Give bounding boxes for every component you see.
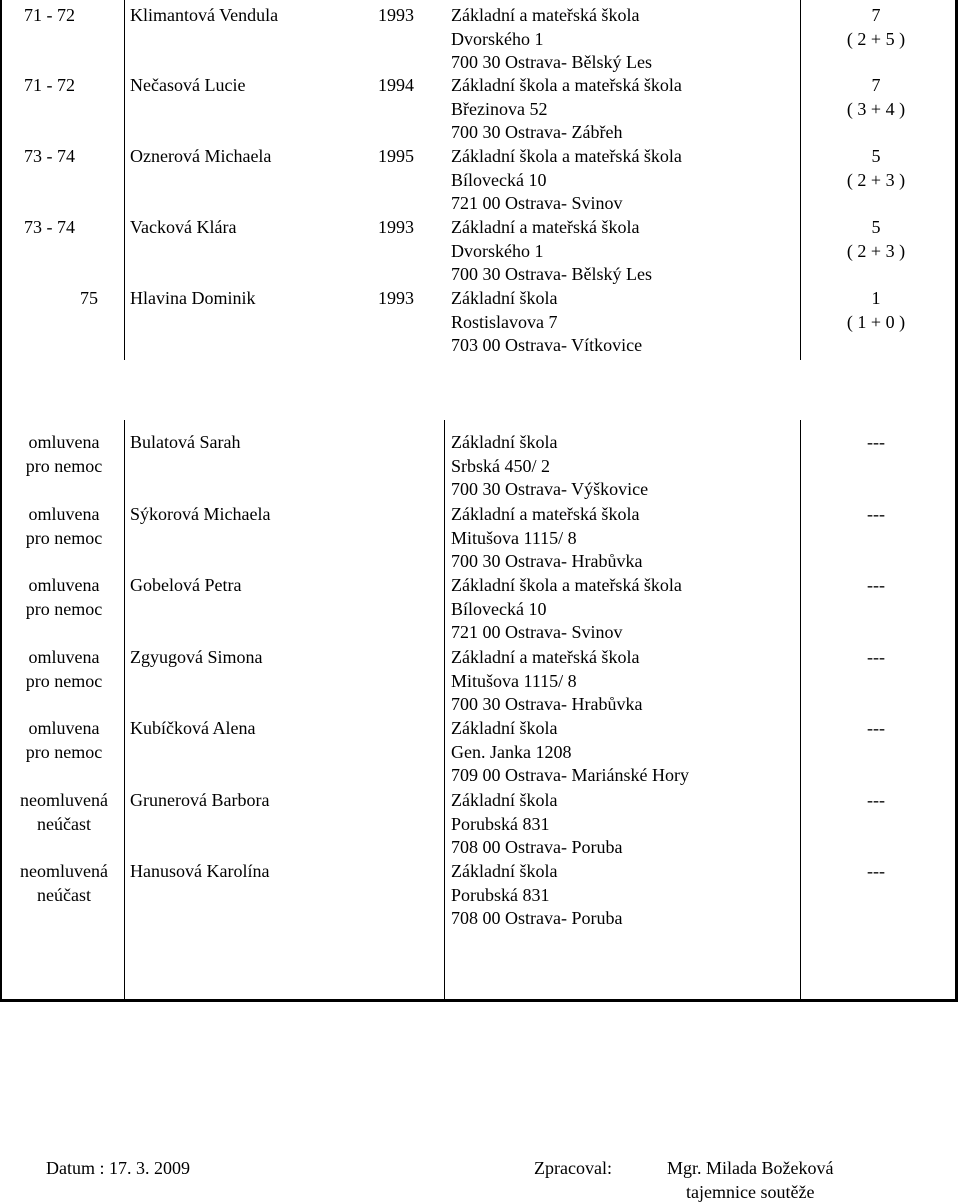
school-address bbox=[451, 574, 682, 645]
school-line: Základní škola bbox=[451, 718, 558, 738]
score-detail: ( 2 + 3 ) bbox=[846, 240, 906, 261]
school-line: 700 30 Ostrava- Výškovice bbox=[451, 479, 649, 499]
participant-name: Vacková Klára bbox=[130, 217, 237, 237]
absence-status bbox=[4, 646, 124, 693]
school-line: Základní škola bbox=[451, 790, 558, 810]
school-line: 700 30 Ostrava- Bělský Les bbox=[451, 264, 652, 284]
school-address bbox=[451, 646, 642, 717]
score bbox=[800, 74, 952, 121]
score bbox=[800, 4, 952, 51]
school-line: Porubská 831 bbox=[451, 884, 550, 905]
school-line: 703 00 Ostrava- Vítkovice bbox=[451, 335, 643, 355]
school-address bbox=[451, 216, 652, 287]
school-line: Základní a mateřská škola bbox=[451, 504, 640, 524]
rank: 71 - 72 bbox=[24, 75, 75, 95]
birth-year: 1993 bbox=[378, 5, 414, 25]
score: --- bbox=[867, 790, 885, 810]
participant-name: Grunerová Barbora bbox=[130, 790, 270, 810]
score-detail: ( 2 + 3 ) bbox=[846, 169, 906, 190]
school-line: 700 30 Ostrava- Hrabůvka bbox=[451, 551, 643, 571]
school-line: Porubská 831 bbox=[451, 813, 550, 834]
school-line: 700 30 Ostrava- Hrabůvka bbox=[451, 694, 643, 714]
school-line: Srbská 450/ 2 bbox=[451, 455, 550, 476]
status-line: neúčast bbox=[37, 813, 91, 834]
school-line: Mitušova 1115/ 8 bbox=[451, 527, 577, 548]
school-address bbox=[451, 789, 622, 860]
school-line: 700 30 Ostrava- Zábřeh bbox=[451, 122, 623, 142]
rank: 71 - 72 bbox=[24, 5, 75, 25]
column-divider-4 bbox=[444, 420, 445, 1000]
footer-signature bbox=[667, 1156, 833, 1204]
status-line: neomluvená bbox=[20, 861, 108, 881]
status-line: omluvena bbox=[28, 718, 100, 738]
score: --- bbox=[867, 718, 885, 738]
school-line: Základní a mateřská škola bbox=[451, 5, 640, 25]
footer-prepared-role: tajemnice soutěže bbox=[686, 1182, 815, 1202]
school-address bbox=[451, 74, 682, 145]
absence-status bbox=[4, 860, 124, 907]
status-line: pro nemoc bbox=[25, 741, 103, 762]
status-line: neúčast bbox=[37, 884, 91, 905]
score-detail: ( 2 + 5 ) bbox=[846, 28, 906, 49]
footer-date: Datum : 17. 3. 2009 bbox=[46, 1158, 190, 1178]
school-line: 708 00 Ostrava- Poruba bbox=[451, 908, 623, 928]
status-line: omluvena bbox=[28, 504, 100, 524]
score bbox=[800, 287, 952, 334]
status-line: omluvena bbox=[28, 575, 100, 595]
rank: 75 bbox=[80, 288, 98, 308]
table-border-bottom bbox=[0, 999, 958, 1002]
column-divider-1 bbox=[124, 0, 125, 360]
status-line: omluvena bbox=[28, 647, 100, 667]
school-line: Základní a mateřská škola bbox=[451, 647, 640, 667]
absence-status bbox=[4, 431, 124, 478]
participant-name: Klimantová Vendula bbox=[130, 5, 279, 25]
school-line: Základní škola bbox=[451, 288, 558, 308]
absence-status bbox=[4, 717, 124, 764]
participant-name: Kubíčková Alena bbox=[130, 718, 256, 738]
participant-name: Gobelová Petra bbox=[130, 575, 242, 595]
school-line: Březinova 52 bbox=[451, 98, 548, 119]
score: --- bbox=[867, 861, 885, 881]
score: --- bbox=[867, 647, 885, 667]
school-line: 721 00 Ostrava- Svinov bbox=[451, 193, 623, 213]
status-line: omluvena bbox=[28, 432, 100, 452]
score-detail: ( 1 + 0 ) bbox=[846, 311, 906, 332]
participant-name: Sýkorová Michaela bbox=[130, 504, 271, 524]
participant-name: Zgyugová Simona bbox=[130, 647, 263, 667]
absence-status bbox=[4, 503, 124, 550]
school-line: Dvorského 1 bbox=[451, 240, 544, 261]
footer-prepared-name: Mgr. Milada Božeková bbox=[667, 1158, 834, 1178]
score-total: 1 bbox=[871, 288, 881, 308]
school-line: Základní škola bbox=[451, 861, 558, 881]
school-line: Základní a mateřská škola bbox=[451, 217, 640, 237]
score: --- bbox=[867, 432, 885, 452]
score-total: 5 bbox=[871, 217, 881, 237]
school-line: Základní škola a mateřská škola bbox=[451, 146, 682, 166]
birth-year: 1993 bbox=[378, 217, 414, 237]
status-line: pro nemoc bbox=[25, 527, 103, 548]
school-line: Dvorského 1 bbox=[451, 28, 544, 49]
school-line: Bílovecká 10 bbox=[451, 598, 547, 619]
table-border-right bbox=[955, 0, 958, 1002]
school-address bbox=[451, 145, 682, 216]
rank: 73 - 74 bbox=[24, 146, 75, 166]
birth-year: 1993 bbox=[378, 288, 414, 308]
school-line: Mitušova 1115/ 8 bbox=[451, 670, 577, 691]
birth-year: 1995 bbox=[378, 146, 414, 166]
absence-status bbox=[4, 789, 124, 836]
birth-year: 1994 bbox=[378, 75, 414, 95]
status-line: pro nemoc bbox=[25, 455, 103, 476]
score-total: 7 bbox=[871, 5, 881, 25]
participant-name: Hanusová Karolína bbox=[130, 861, 270, 881]
school-line: Základní škola a mateřská škola bbox=[451, 575, 682, 595]
score: --- bbox=[867, 575, 885, 595]
school-line: 721 00 Ostrava- Svinov bbox=[451, 622, 623, 642]
school-line: Bílovecká 10 bbox=[451, 169, 547, 190]
participant-name: Nečasová Lucie bbox=[130, 75, 246, 95]
school-line: 708 00 Ostrava- Poruba bbox=[451, 837, 623, 857]
school-line: 709 00 Ostrava- Mariánské Hory bbox=[451, 765, 689, 785]
score bbox=[800, 216, 952, 263]
status-line: neomluvená bbox=[20, 790, 108, 810]
school-line: Základní škola bbox=[451, 432, 558, 452]
rank: 73 - 74 bbox=[24, 217, 75, 237]
score bbox=[800, 145, 952, 192]
school-address bbox=[451, 287, 642, 358]
score: --- bbox=[867, 504, 885, 524]
school-line: Rostislavova 7 bbox=[451, 311, 558, 332]
participant-name: Hlavina Dominik bbox=[130, 288, 256, 308]
score-total: 5 bbox=[871, 146, 881, 166]
score-total: 7 bbox=[871, 75, 881, 95]
absence-status bbox=[4, 574, 124, 621]
school-line: 700 30 Ostrava- Bělský Les bbox=[451, 52, 652, 72]
participant-name: Oznerová Michaela bbox=[130, 146, 272, 166]
table-border-left bbox=[0, 0, 2, 1002]
school-address bbox=[451, 503, 642, 574]
status-line: pro nemoc bbox=[25, 598, 103, 619]
school-line: Gen. Janka 1208 bbox=[451, 741, 572, 762]
school-address bbox=[451, 431, 648, 502]
status-line: pro nemoc bbox=[25, 670, 103, 691]
school-address bbox=[451, 4, 652, 75]
school-address bbox=[451, 860, 622, 931]
column-divider-3 bbox=[124, 420, 125, 1000]
footer-prepared-label: Zpracoval: bbox=[534, 1158, 612, 1178]
participant-name: Bulatová Sarah bbox=[130, 432, 241, 452]
school-line: Základní škola a mateřská škola bbox=[451, 75, 682, 95]
school-address bbox=[451, 717, 689, 788]
score-detail: ( 3 + 4 ) bbox=[846, 98, 906, 119]
